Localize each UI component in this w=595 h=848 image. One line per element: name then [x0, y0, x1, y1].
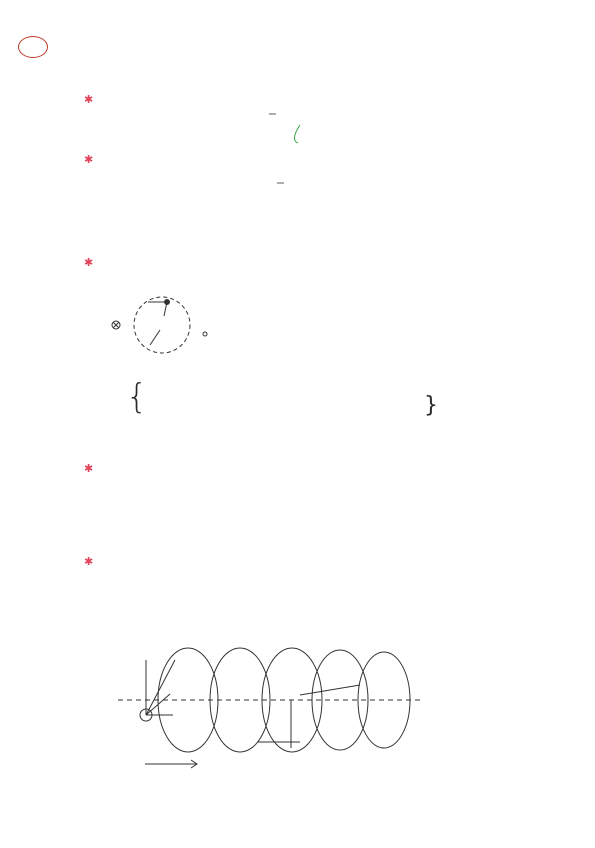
helix-figure — [118, 648, 420, 768]
bullet-star: ✱ — [84, 256, 94, 269]
bullet-star: ✱ — [84, 93, 94, 106]
brace-right: } — [424, 393, 439, 418]
circular-motion-figure — [112, 297, 207, 353]
brace-left: { — [126, 377, 148, 417]
bullet-star: ✱ — [84, 462, 94, 475]
overbars — [269, 114, 284, 183]
omega-out-page — [203, 332, 207, 336]
bullet-star: ✱ — [84, 555, 94, 568]
green-arrow — [294, 125, 300, 143]
bullet-star: ✱ — [84, 153, 94, 166]
